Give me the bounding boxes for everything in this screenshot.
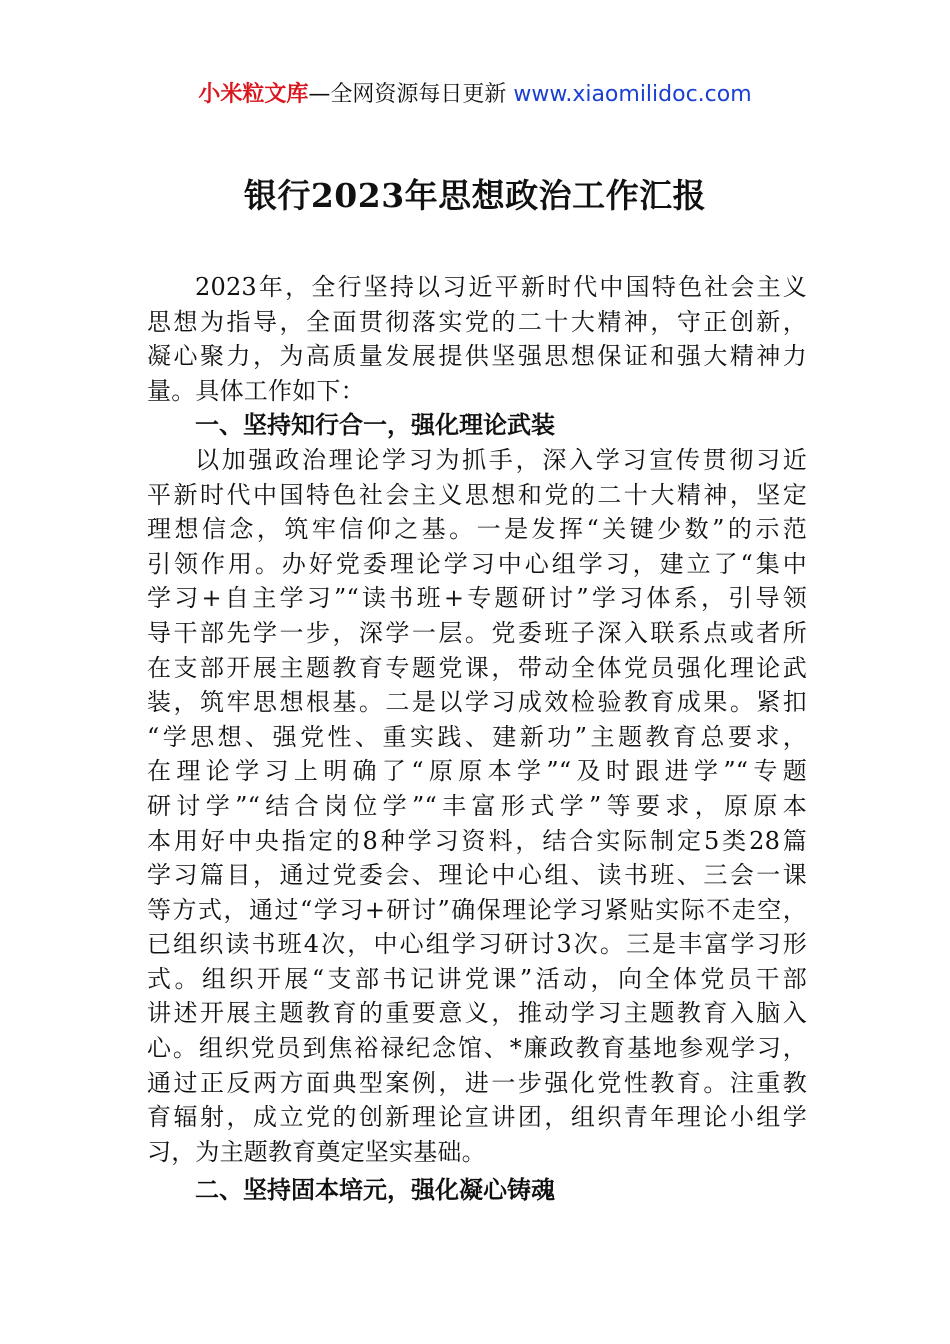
intro-line: 思想为指导，全面贯彻落实党的二十大精神，守正创新， bbox=[147, 307, 807, 336]
watermark-slogan: —全网资源每日更新 bbox=[308, 82, 507, 107]
section-heading-1: 一、坚持知行合一，强化理论武装 bbox=[195, 411, 555, 440]
paragraph-line: 以加强政治理论学习为抓手，深入学习宣传贯彻习近 bbox=[195, 445, 807, 474]
paragraph-line: 平新时代中国特色社会主义思想和党的二十大精神，坚定 bbox=[147, 480, 807, 509]
paragraph-line: 学习+自主学习”“读书班+专题研讨”学习体系，引导领 bbox=[147, 584, 807, 613]
intro-line: 量。具体工作如下： bbox=[147, 376, 365, 405]
paragraph-line: 心。组织党员到焦裕禄纪念馆、*廉政教育基地参观学习， bbox=[147, 1034, 807, 1063]
paragraph-line: 装，筑牢思想根基。二是以学习成效检验教育成果。紧扣 bbox=[147, 688, 807, 717]
paragraph-line: 本用好中央指定的8种学习资料，结合实际制定5类28篇 bbox=[147, 826, 807, 855]
intro-line: 凝心聚力，为高质量发展提供坚强思想保证和强大精神力 bbox=[147, 342, 807, 371]
paragraph-line: 育辐射，成立党的创新理论宣讲团，组织青年理论小组学 bbox=[147, 1103, 807, 1132]
watermark-header bbox=[0, 80, 950, 110]
document-title: 银行2023年思想政治工作汇报 bbox=[243, 176, 707, 215]
watermark-brand: 小米粒文库 bbox=[198, 82, 309, 107]
paragraph-line: 在理论学习上明确了“原原本学”“及时跟进学”“专题 bbox=[147, 757, 807, 786]
paragraph-line: 式。组织开展“支部书记讲党课”活动，向全体党员干部 bbox=[147, 964, 807, 993]
paragraph-line: “学思想、强党性、重实践、建新功”主题教育总要求， bbox=[147, 722, 807, 751]
paragraph-line: 学习篇目，通过党委会、理论中心组、读书班、三会一课 bbox=[147, 861, 807, 890]
paragraph-line: 在支部开展主题教育专题党课，带动全体党员强化理论武 bbox=[147, 653, 807, 682]
paragraph-line: 通过正反两方面典型案例，进一步强化党性教育。注重教 bbox=[147, 1068, 807, 1097]
paragraph-line: 导干部先学一步，深学一层。党委班子深入联系点或者所 bbox=[147, 618, 807, 647]
paragraph-line: 已组织读书班4次，中心组学习研讨3次。三是丰富学习形 bbox=[147, 930, 807, 959]
paragraph-line: 习，为主题教育奠定坚实基础。 bbox=[147, 1137, 486, 1166]
paragraph-line: 理想信念，筑牢信仰之基。一是发挥“关键少数”的示范 bbox=[147, 515, 807, 544]
document-body bbox=[147, 270, 807, 1208]
section-heading-2: 二、坚持固本培元，强化凝心铸魂 bbox=[195, 1176, 555, 1205]
intro-line: 2023年，全行坚持以习近平新时代中国特色社会主义 bbox=[195, 273, 807, 301]
paragraph-line: 研讨学”“结合岗位学”“丰富形式学”等要求，原原本 bbox=[147, 791, 807, 820]
paragraph-line: 等方式，通过“学习+研讨”确保理论学习紧贴实际不走空， bbox=[147, 895, 807, 924]
paragraph-line: 引领作用。办好党委理论学习中心组学习，建立了“集中 bbox=[147, 549, 807, 578]
paragraph-line: 讲述开展主题教育的重要意义，推动学习主题教育入脑入 bbox=[147, 999, 807, 1028]
watermark-url[interactable]: www.xiaomilidoc.com bbox=[513, 82, 752, 107]
